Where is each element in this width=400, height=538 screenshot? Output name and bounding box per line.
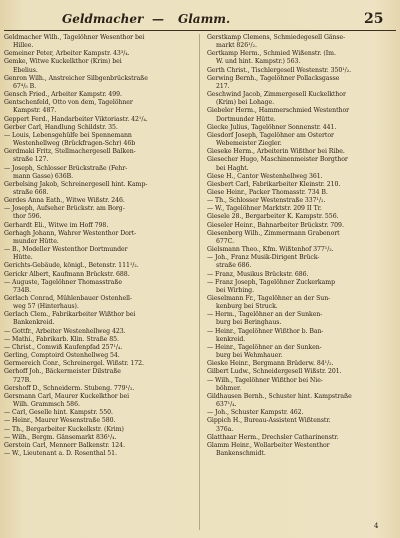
directory-entry-line: Westenhellweg (Brückfragen-Schr) 46b	[13, 140, 136, 148]
directory-entry-line: Wilh. Grammsch 586.	[13, 401, 80, 409]
directory-entry-line: — Mathi., Fabrikarb. Klin. Straße 85.	[4, 335, 119, 343]
left-column	[4, 34, 194, 458]
directory-entry-line: Gildhausen Bernh., Schuster hint. Kampstraße	[207, 392, 352, 400]
directory-entry-line: Gieselmann Fr., Tagelöhner an der Sun-	[207, 295, 331, 302]
directory-entry-line: — B., Modeller Westenthor Dortmunder	[4, 246, 128, 254]
directory-entry-line: Gerbelsing Jakob, Schreinergesell hint. Kamp-	[4, 180, 148, 188]
directory-entry-line: Gerstein Carl, Mennerr Balkenstr. 124.	[4, 441, 125, 449]
directory-entry-line: — Wilh., Bergm. Gänsemarkt 836¹/₄.	[4, 433, 117, 441]
directory-entry-line: straße 686.	[216, 262, 252, 270]
directory-entry-line: Ebelius.	[13, 66, 38, 74]
directory-entry-line: bei Haght.	[216, 164, 249, 172]
directory-entry-line: böhmer.	[216, 384, 242, 392]
directory-entry-line: Geppert Ferd., Handarbeiter Viktoriastr. 42¹/₄.	[4, 115, 148, 123]
directory-entry-line: Giese Heinr., Packer Thomasstr. 734 B.	[207, 188, 328, 196]
directory-entry-line: Gensch Fried., Arbeiter Kampstr. 499.	[4, 91, 122, 99]
directory-entry-line: — Louis, Lebensgehülfe bei Spennemann	[4, 131, 132, 139]
directory-entry-line: — Th., Bergarbeiter Kuckelkstr. (Krim)	[4, 425, 124, 433]
directory-entry-line: Gerhoff Joh., Bäckermeister Dilstraße	[4, 368, 121, 376]
header-dash: —	[152, 12, 164, 26]
directory-entry-line: 637¹/₄.	[216, 401, 237, 409]
directory-entry-line: — W., Lieutenant a. D. Rosenthal 51.	[4, 449, 117, 457]
column-divider	[199, 34, 200, 530]
directory-entry-line: Gieseler Heinr., Bahnarbeiter Brückstr. 709.	[207, 221, 344, 229]
directory-entry-line: Gersmann Carl, Maurer Kuckelkthor bei	[4, 392, 130, 400]
directory-entry-line: 677C.	[216, 237, 235, 245]
directory-entry-line: Gerlach Conrad, Mühlenbauer Ostenhell-	[4, 295, 132, 302]
directory-entry-line: Bankenschmidt.	[216, 449, 266, 457]
directory-entry-line: Giebeler Herm., Hammerschmied Westenthor	[207, 107, 350, 115]
header-rule	[4, 30, 396, 31]
directory-entry-line: 734B.	[13, 286, 32, 294]
directory-entry-line: Gerdes Anna Eath., Witwe Wißstr. 246.	[4, 197, 125, 205]
directory-entry-line: 67⁴/₅ B.	[13, 82, 36, 90]
directory-entry-line: Giese H., Cantor Westenhellweg 361.	[207, 172, 323, 180]
directory-entry-line: — Carl, Geselle hint. Kampstr. 550.	[4, 409, 113, 417]
directory-entry-line: Gerickr Albert, Kaufmann Brückstr. 688.	[4, 270, 130, 278]
directory-entry-line: Gippich H., Bureau-Assistent Wißtenstr.	[207, 417, 331, 425]
directory-entry-line: Giesele 28., Bergarbeiter K. Kampstr. 556.	[207, 213, 339, 221]
directory-entry-line: — Joseph, Schlosser Brückstraße (Fehr-	[4, 164, 128, 172]
directory-entry-line: — W., Tagelöhner Marktstr. 209 II Tr.	[207, 205, 322, 213]
running-header	[0, 10, 400, 32]
directory-entry-line: — Heinr., Tagelöhner Wißthor b. Ban-	[207, 327, 324, 335]
page-number: 25	[364, 11, 384, 27]
directory-entry-line: burg bei Beringhaus.	[216, 319, 282, 327]
directory-entry-line: Bankenkreid.	[13, 319, 55, 327]
directory-entry-line: kenburg bei Struck.	[216, 303, 278, 311]
directory-entry-line: Gemke, Witwe Kuckelkthor (Krim) bei	[4, 58, 122, 66]
directory-entry-line: Gerber Carl, Handlung Schildstr. 35.	[4, 123, 118, 131]
directory-entry-line: — Christ., Comwiß Kaufenpfad 257¹/₄.	[4, 343, 123, 351]
directory-entry-line: — Auguste, Tagelöhner Thomasstraße	[4, 278, 123, 286]
directory-entry-line: Gieseke Herm., Arbeiterin Wißthor bei Ribe.	[207, 148, 345, 156]
directory-entry-line: Kampstr. 487.	[13, 107, 57, 115]
directory-entry-line: kenkreid.	[216, 335, 246, 343]
directory-entry-line: Genron Wilh., Anstreicher Silbgenbrückstraße	[4, 74, 148, 82]
directory-entry-line: — Heinr., Maurer Wesenstraße 580.	[4, 417, 116, 425]
header-first-entry: Geldmacher	[62, 12, 144, 26]
directory-entry-line: Gershoff D., Schneiderm. Stubeng. 779¹/₂.	[4, 384, 135, 392]
directory-entry-line: Gerling, Comptoird Ostenhellweg 54.	[4, 352, 120, 360]
header-last-entry: Glamm.	[178, 12, 231, 26]
directory-entry-line: — Wilh., Tagelöhner Wißthor bei Nie-	[207, 376, 323, 384]
directory-entry-line: Hütte.	[13, 254, 33, 262]
directory-entry-line: — Th., Schlosser Westenstraße 337¹/₂.	[207, 197, 326, 205]
directory-entry-line: Giesenberg Wilh., Zimmermann Grabenort	[207, 229, 340, 237]
right-column	[207, 34, 397, 458]
directory-entry-line: Geschwind Jacob, Zimmergesell Kuckelkthor	[207, 91, 346, 99]
directory-entry-line: 217.	[216, 82, 230, 90]
directory-entry-line: Gentschenfeld, Otto von dem, Tagelöhner	[4, 99, 133, 107]
directory-entry-line: Giesecher Hugo, Maschinenmeister Borgthor	[207, 156, 348, 164]
directory-entry-line: munder Hütte.	[13, 237, 59, 245]
directory-entry-line: mann Gasse) 636B.	[13, 172, 73, 180]
directory-entry-line: W. und hint. Kampstr.) 563.	[216, 58, 301, 66]
directory-entry-line: — Gottfr., Arbeiter Westenhellweg 423.	[4, 327, 126, 335]
directory-entry-line: — Heinr., Tagelöhner an der Sunken-	[207, 343, 322, 351]
directory-entry-line: Gielsmann Theo., Kfm. Wißtenhof 377¹/₂.	[207, 246, 334, 254]
directory-entry-line: Gerlach Clem., Fabrikarbeiter Wißthor bei	[4, 311, 136, 319]
directory-entry-line: Gerhardt Eli., Witwe im Hoff 798.	[4, 221, 109, 229]
directory-entry-line: Gerth Christ., Tischlergesell Westenstr. 350¹/₂.	[207, 66, 352, 74]
directory-entry-line: Geldmacher Wilh., Tagelöhner Wesenthor bei	[4, 34, 145, 41]
directory-entry-line: Gilbert Ludw., Schneidergesell Wißstr. 201.	[207, 368, 342, 376]
directory-entry-line: Glatthaar Herm., Drechsler Catharinenstr.	[207, 433, 339, 441]
directory-entry-line: Gemeiner Peter, Arbeiter Kampstr. 43³/₄.	[4, 50, 130, 58]
directory-entry-line: — Franz Joseph, Tagelöhner Zuckerkamp	[207, 278, 335, 286]
directory-entry-line: Giesdorf Joseph, Tagelöhner am Ostertor	[207, 131, 334, 139]
directory-entry-line: Dortmunder Hütte.	[216, 115, 276, 123]
directory-entry-line: markt 826¹/₂.	[216, 42, 257, 50]
directory-entry-line: — Joh., Schuster Kampstr. 462.	[207, 409, 304, 417]
directory-entry-line: thor 596.	[13, 213, 42, 221]
directory-entry-line: 727B.	[13, 376, 32, 384]
directory-entry-line: (Krim) bei Lohage.	[216, 99, 274, 107]
directory-entry-line: straße 668.	[13, 188, 49, 196]
signature-mark: 4	[374, 522, 379, 530]
directory-entry-line: — Franz, Musikus Brückstr. 686.	[207, 270, 309, 278]
directory-entry-line: Hillee.	[13, 42, 34, 50]
directory-entry-line: Webemeister Ziegler.	[216, 140, 282, 148]
directory-entry-line: — Herm., Tagelöhner an der Sunken-	[207, 311, 323, 319]
directory-entry-line: 376a.	[216, 425, 234, 433]
directory-entry-line: weg 57 (Hinterhaus).	[13, 303, 79, 311]
directory-entry-line: Gerstkamp Clemens, Schmiedegesell Gänse-	[207, 34, 346, 41]
directory-entry-line: straße 127.	[13, 156, 49, 164]
directory-entry-line: Germereich Conr., Schreinergel. Wißstr. 172.	[4, 360, 144, 368]
directory-entry-line: Gerichts-Gebäude, königl., Betenstr. 111¹/₂.	[4, 262, 139, 270]
directory-entry-line: Gertkamp Herm., Schmied Wißenstr. (Im.	[207, 50, 336, 58]
directory-entry-line: — Joh., Franz Musik-Dirigent Brück-	[207, 254, 320, 262]
directory-entry-line: Gerdmaki Fritz, Stellmachergesell Balken-	[4, 148, 136, 156]
directory-entry-line: Gerwing Bernh., Tagelöhner Pollacksgasse	[207, 74, 340, 82]
directory-entry-line: burg bei Wehmhauer.	[216, 352, 283, 360]
directory-entry-line: Giesbert Carl, Fabrikarbeiter Kleinstr. 210.	[207, 180, 341, 188]
directory-entry-line: Giecke Julius, Tagelöhner Sonnenstr. 441.	[207, 123, 337, 131]
directory-entry-line: — Joseph, Aufseher Brückstr. am Borg-	[4, 205, 125, 213]
directory-entry-line: Glamm Heinr., Wollarbeiter Westenthor	[207, 441, 330, 449]
directory-entry-line: bei Wirbing.	[216, 286, 255, 294]
directory-entry-line: Gieske Heinr., Bergmann Brüderw. 84¹/₂.	[207, 360, 334, 368]
directory-entry-line: Gerhagh Johann, Wahrer Westenthor Dort-	[4, 229, 137, 237]
